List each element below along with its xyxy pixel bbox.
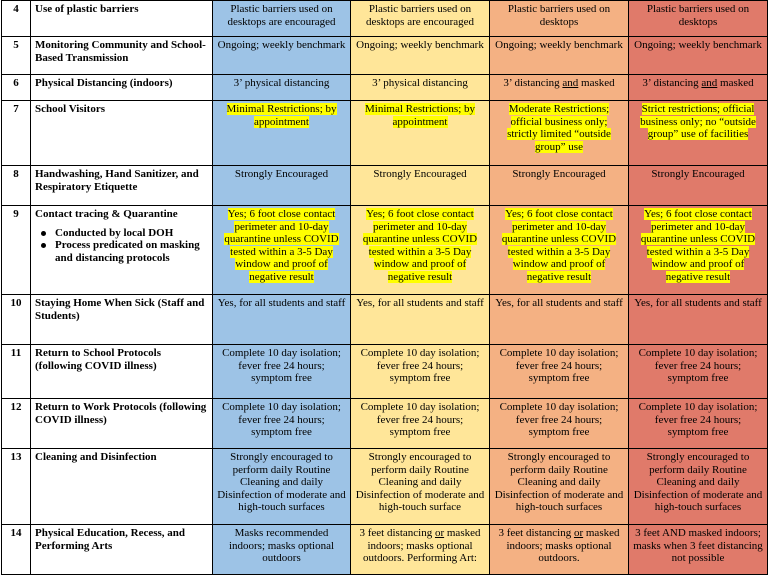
list-item: Process predicated on masking and distancing protocols [55, 239, 208, 264]
table-row [2, 399, 768, 449]
level-1-cell: Yes, for all students and staff [213, 295, 351, 345]
level-3-cell [490, 101, 629, 166]
level-3-cell: Ongoing; weekly benchmark [490, 37, 629, 75]
table-row [2, 449, 768, 525]
cell-text-pre: 3 feet distancing [498, 527, 574, 539]
level-2-cell [351, 525, 490, 575]
level-4-cell: Plastic barriers used on desktops [629, 1, 768, 37]
row-number: 9 [2, 206, 31, 295]
row-category: School Visitors [31, 101, 213, 166]
level-4-cell: Ongoing; weekly benchmark [629, 37, 768, 75]
level-2-cell: Yes, for all students and staff [351, 295, 490, 345]
row-number: 4 [2, 1, 31, 37]
cell-text-pre: 3 feet distancing [359, 527, 435, 539]
category-title: Contact tracing & Quarantine [35, 208, 178, 220]
underlined-word: and [562, 77, 579, 89]
table-row [2, 525, 768, 575]
highlighted-text: Yes; 6 foot close contact perimeter and 10-day quarantine unless COVID tested within a 3-5 Day window and proof of negative result [362, 208, 478, 283]
cell-text-post: masked [578, 77, 615, 89]
level-4-cell [629, 206, 768, 295]
row-number: 11 [2, 345, 31, 399]
level-2-cell: Complete 10 day isolation; fever free 24 hours; symptom free [351, 399, 490, 449]
row-number: 7 [2, 101, 31, 166]
level-3-cell: Complete 10 day isolation; fever free 24 hours; symptom free [490, 399, 629, 449]
level-2-cell [351, 101, 490, 166]
level-2-cell: 3’ physical distancing [351, 75, 490, 101]
level-2-cell [351, 206, 490, 295]
table-row [2, 37, 768, 75]
underlined-word: or [434, 527, 445, 539]
level-2-cell: Strongly Encouraged [351, 166, 490, 206]
row-category [31, 206, 213, 295]
level-4-cell: Yes, for all students and staff [629, 295, 768, 345]
level-3-cell: Yes, for all students and staff [490, 295, 629, 345]
level-4-cell: Strongly Encouraged [629, 166, 768, 206]
row-number: 5 [2, 37, 31, 75]
row-category: Cleaning and Disinfection [31, 449, 213, 525]
cell-text-post: masked [717, 77, 754, 89]
highlighted-text: Minimal Restrictions; by appointment [226, 103, 337, 128]
highlighted-text: Yes; 6 foot close contact perimeter and 10-day quarantine unless COVID tested within a 3-5 Day window and proof of negative result [640, 208, 756, 283]
table-row [2, 206, 768, 295]
row-number: 12 [2, 399, 31, 449]
row-number: 14 [2, 525, 31, 575]
level-1-cell: Masks recommended indoors; masks optional outdoors [213, 525, 351, 575]
level-1-cell [213, 101, 351, 166]
table-row [2, 75, 768, 101]
cell-text-pre: 3’ distancing [503, 77, 563, 89]
level-3-cell: Complete 10 day isolation; fever free 24 hours; symptom free [490, 345, 629, 399]
level-3-cell: Strongly Encouraged [490, 166, 629, 206]
highlighted-text: Minimal Restrictions; by appointment [365, 103, 475, 128]
row-number: 10 [2, 295, 31, 345]
level-1-cell: 3’ physical distancing [213, 75, 351, 101]
row-category: Return to Work Protocols (following COVID illness) [31, 399, 213, 449]
level-1-cell: Ongoing; weekly benchmark [213, 37, 351, 75]
row-category: Use of plastic barriers [31, 1, 213, 37]
table-row [2, 295, 768, 345]
level-3-cell [490, 206, 629, 295]
level-4-cell: 3 feet AND masked indoors; masks when 3 feet distancing not possible [629, 525, 768, 575]
level-1-cell: Plastic barriers used on desktops are encouraged [213, 1, 351, 37]
row-category: Monitoring Community and School-Based Transmission [31, 37, 213, 75]
level-4-cell [629, 75, 768, 101]
cell-text-pre: 3’ distancing [642, 77, 702, 89]
level-4-cell: Complete 10 day isolation; fever free 24 hours; symptom free [629, 399, 768, 449]
row-number: 6 [2, 75, 31, 101]
level-2-cell: Complete 10 day isolation; fever free 24 hours; symptom free [351, 345, 490, 399]
row-category: Physical Distancing (indoors) [31, 75, 213, 101]
highlighted-text: Yes; 6 foot close contact perimeter and 10-day quarantine unless COVID tested within a 3-5 Day window and proof of negative result [501, 208, 617, 283]
highlighted-text: Strict restrictions; official business only; no “outside group” use of facilities [640, 103, 756, 141]
level-2-cell: Plastic barriers used on desktops are encouraged [351, 1, 490, 37]
table-row [2, 166, 768, 206]
table-row [2, 1, 768, 37]
level-3-cell [490, 525, 629, 575]
category-sub-list [35, 227, 208, 265]
list-item: Conducted by local DOH [55, 227, 208, 240]
row-category: Return to School Protocols (following COVID illness) [31, 345, 213, 399]
row-category: Physical Education, Recess, and Performing Arts [31, 525, 213, 575]
cell-text-post: masked indoors; masks optional outdoors. [506, 527, 620, 565]
level-3-cell: Plastic barriers used on desktops [490, 1, 629, 37]
table-row [2, 345, 768, 399]
level-3-cell: Strongly encouraged to perform daily Routine Cleaning and daily Disinfection of moderate and high-touch surfaces [490, 449, 629, 525]
level-2-cell: Strongly encouraged to perform daily Routine Cleaning and daily Disinfection of moderate and high-touch surface [351, 449, 490, 525]
cell-text-post: masked indoors; masks optional outdoors. Performing Art: [363, 527, 481, 565]
level-1-cell: Complete 10 day isolation; fever free 24 hours; symptom free [213, 399, 351, 449]
level-1-cell: Strongly Encouraged [213, 166, 351, 206]
level-2-cell: Ongoing; weekly benchmark [351, 37, 490, 75]
level-1-cell [213, 206, 351, 295]
row-number: 8 [2, 166, 31, 206]
level-4-cell: Strongly encouraged to perform daily Routine Cleaning and daily Disinfection of moderate and high-touch surfaces [629, 449, 768, 525]
level-3-cell [490, 75, 629, 101]
row-category: Staying Home When Sick (Staff and Students) [31, 295, 213, 345]
table-row [2, 101, 768, 166]
level-4-cell [629, 101, 768, 166]
highlighted-text: Yes; 6 foot close contact perimeter and 10-day quarantine unless COVID tested within a 3-5 Day window and proof of negative result [224, 208, 339, 283]
level-1-cell: Strongly encouraged to perform daily Routine Cleaning and daily Disinfection of moderate and high-touch surfaces [213, 449, 351, 525]
level-4-cell: Complete 10 day isolation; fever free 24 hours; symptom free [629, 345, 768, 399]
underlined-word: and [701, 77, 718, 89]
guidance-table [1, 0, 768, 575]
underlined-word: or [573, 527, 584, 539]
row-category: Handwashing, Hand Sanitizer, and Respiratory Etiquette [31, 166, 213, 206]
highlighted-text: Moderate Restrictions; official business only; strictly limited “outside group” use [507, 103, 611, 153]
level-1-cell: Complete 10 day isolation; fever free 24 hours; symptom free [213, 345, 351, 399]
row-number: 13 [2, 449, 31, 525]
